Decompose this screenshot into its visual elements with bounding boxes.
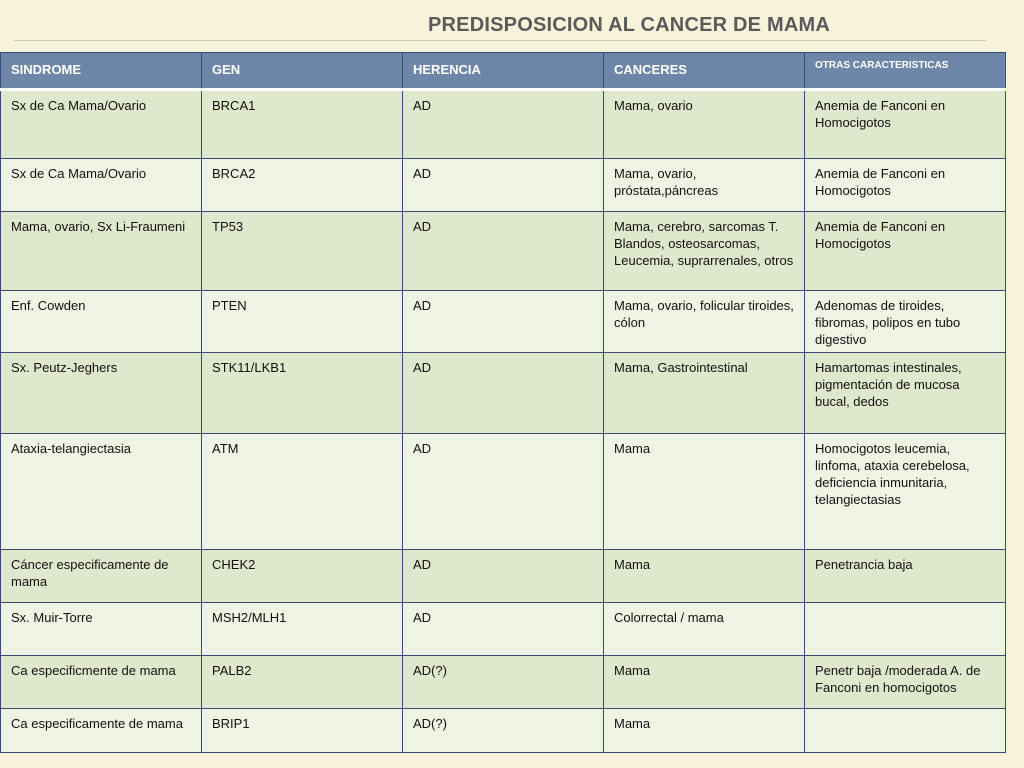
cell-sindrome: Mama, ovario, Sx Li-Fraumeni [1, 212, 202, 291]
cell-herencia: AD(?) [403, 656, 604, 709]
cell-sindrome: Enf. Cowden [1, 291, 202, 353]
header-canceres: CANCERES [604, 53, 805, 90]
cell-otras: Adenomas de tiroides, fibromas, polipos en tubo digestivo [805, 291, 1006, 353]
page-title: PREDISPOSICION AL CANCER DE MAMA [428, 14, 830, 36]
cell-otras: Anemia de Fanconi en Homocigotos [805, 212, 1006, 291]
header-gen: GEN [202, 53, 403, 90]
cell-otras: Anemia de Fanconi en Homocigotos [805, 159, 1006, 212]
cell-herencia: AD [403, 603, 604, 656]
cell-canceres: Mama, Gastrointestinal [604, 353, 805, 434]
cell-gen: BRCA2 [202, 159, 403, 212]
table-row [1, 353, 1006, 434]
cell-canceres: Mama [604, 656, 805, 709]
cell-gen: PTEN [202, 291, 403, 353]
header-herencia: HERENCIA [403, 53, 604, 90]
table-row [1, 709, 1006, 753]
cell-gen: ATM [202, 434, 403, 550]
table-row [1, 550, 1006, 603]
table-row [1, 212, 1006, 291]
table-row [1, 291, 1006, 353]
cell-otras: Penetrancia baja [805, 550, 1006, 603]
cell-otras: Homocigotos leucemia, linfoma, ataxia cerebelosa, deficiencia inmunitaria, telangiectasias [805, 434, 1006, 550]
cell-canceres: Mama, ovario, próstata,páncreas [604, 159, 805, 212]
cell-canceres: Mama [604, 550, 805, 603]
cell-sindrome: Sx de Ca Mama/Ovario [1, 159, 202, 212]
cell-canceres: Mama, ovario [604, 90, 805, 159]
cell-gen: BRCA1 [202, 90, 403, 159]
table-row [1, 90, 1006, 159]
cell-otras: Hamartomas intestinales, pigmentación de mucosa bucal, dedos [805, 353, 1006, 434]
cell-herencia: AD [403, 90, 604, 159]
cell-otras: Anemia de Fanconi en Homocigotos [805, 90, 1006, 159]
cell-otras [805, 709, 1006, 753]
table-header-row [1, 53, 1006, 90]
cell-gen: TP53 [202, 212, 403, 291]
cell-sindrome: Ca especificmente de mama [1, 656, 202, 709]
cell-herencia: AD [403, 353, 604, 434]
cell-gen: STK11/LKB1 [202, 353, 403, 434]
cell-otras [805, 603, 1006, 656]
cell-canceres: Mama [604, 709, 805, 753]
cell-canceres: Colorrectal / mama [604, 603, 805, 656]
cell-canceres: Mama, ovario, folicular tiroides, cólon [604, 291, 805, 353]
header-sindrome: SINDROME [1, 53, 202, 90]
cell-sindrome: Ca especificamente de mama [1, 709, 202, 753]
syndrome-table [0, 52, 1006, 753]
cell-gen: MSH2/MLH1 [202, 603, 403, 656]
cell-herencia: AD(?) [403, 709, 604, 753]
cell-sindrome: Sx. Muir-Torre [1, 603, 202, 656]
cell-herencia: AD [403, 434, 604, 550]
table-row [1, 603, 1006, 656]
cell-herencia: AD [403, 550, 604, 603]
table-row [1, 159, 1006, 212]
cell-sindrome: Ataxia-telangiectasia [1, 434, 202, 550]
cell-canceres: Mama, cerebro, sarcomas T. Blandos, osteosarcomas, Leucemia, suprarrenales, otros [604, 212, 805, 291]
cell-gen: PALB2 [202, 656, 403, 709]
table-row [1, 656, 1006, 709]
cell-herencia: AD [403, 159, 604, 212]
cell-gen: BRIP1 [202, 709, 403, 753]
table-row [1, 434, 1006, 550]
cell-gen: CHEK2 [202, 550, 403, 603]
title-divider [14, 40, 986, 41]
cell-otras: Penetr baja /moderada A. de Fanconi en homocigotos [805, 656, 1006, 709]
cell-sindrome: Sx. Peutz-Jeghers [1, 353, 202, 434]
cell-sindrome: Sx de Ca Mama/Ovario [1, 90, 202, 159]
cell-sindrome: Cáncer especificamente de mama [1, 550, 202, 603]
cell-herencia: AD [403, 291, 604, 353]
cell-herencia: AD [403, 212, 604, 291]
header-otras-caracteristicas: OTRAS CARACTERISTICAS [805, 53, 1006, 90]
cell-canceres: Mama [604, 434, 805, 550]
